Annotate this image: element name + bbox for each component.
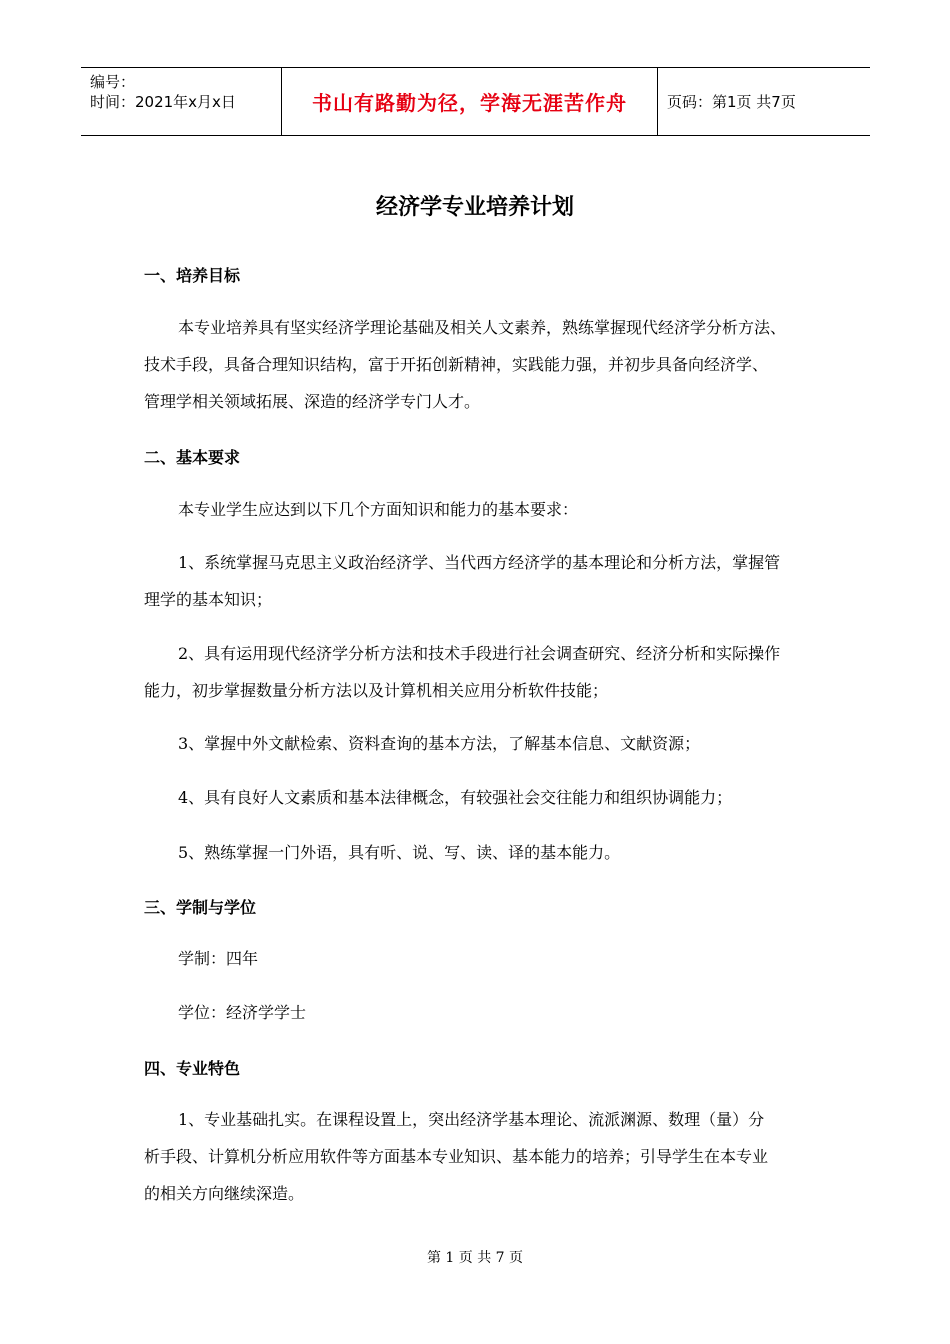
paragraph-degree: [144, 994, 812, 1031]
paragraph-line: 析手段、计算机分析应用软件等方面基本专业知识、基本能力的培养；引导学生在本专业: [144, 1147, 769, 1166]
paragraph-line: 理学的基本知识；: [144, 590, 273, 609]
paragraph-line: 技术手段，具备合理知识结构，富于开拓创新精神，实践能力强，并初步具备向经济学、: [144, 355, 769, 374]
requirement-item-2: [144, 635, 812, 709]
section-heading-requirements: 二、基本要求: [144, 448, 241, 467]
requirement-item-3: [144, 725, 812, 762]
paragraph-line: 本专业培养具有坚实经济学理论基础及相关人文素养，熟练掌握现代经济学分析方法、: [178, 318, 787, 337]
paragraph-line: 1、专业基础扎实。在课程设置上，突出经济学基本理论、流派渊源、数理（量）分: [178, 1110, 765, 1129]
header-table: [81, 67, 870, 136]
paragraph-line: 的相关方向继续深造。: [144, 1184, 305, 1203]
paragraph-goals: [144, 309, 812, 420]
paragraph-requirements-intro: [144, 491, 812, 528]
paragraph-line: 2、具有运用现代经济学分析方法和技术手段进行社会调查研究、经济分析和实际操作: [178, 644, 781, 663]
section-heading-features: 四、专业特色: [144, 1059, 241, 1078]
header-page-info: 页码：第1页 共7页: [667, 93, 796, 111]
requirement-item-4: [144, 779, 812, 816]
paragraph-line: 管理学相关领域拓展、深造的经济学专门人才。: [144, 392, 481, 411]
page-footer: 第 1 页 共 7 页: [426, 1250, 524, 1266]
header-meta-cell: [81, 68, 282, 135]
paragraph-line: 能力，初步掌握数量分析方法以及计算机相关应用分析软件技能；: [144, 681, 609, 700]
requirement-item-5: [144, 834, 812, 871]
requirement-item-1: [144, 544, 812, 618]
paragraph-line: 学位：经济学学士: [178, 1003, 307, 1022]
paragraph-line: 4、具有良好人文素质和基本法律概念，有较强社会交往能力和组织协调能力；: [178, 788, 733, 807]
document-number-label: 编号：: [90, 73, 136, 91]
paragraph-line: 5、熟练掌握一门外语，具有听、说、写、读、译的基本能力。: [178, 843, 621, 862]
document-time-label: 时间：2021年x月x日: [90, 93, 236, 111]
header-motto: 书山有路勤为径，学海无涯苦作舟: [282, 68, 658, 135]
paragraph-line: 学制：四年: [178, 949, 259, 968]
paragraph-line: 本专业学生应达到以下几个方面知识和能力的基本要求：: [178, 500, 579, 519]
section-heading-duration-degree: 三、学制与学位: [144, 898, 257, 917]
document-title: 经济学专业培养计划: [375, 194, 574, 220]
paragraph-line: 3、掌握中外文献检索、资料查询的基本方法，了解基本信息、文献资源；: [178, 734, 701, 753]
paragraph-duration: [144, 940, 812, 977]
paragraph-line: 1、系统掌握马克思主义政治经济学、当代西方经济学的基本理论和分析方法，掌握管: [178, 553, 781, 572]
section-heading-goals: 一、培养目标: [144, 266, 241, 285]
feature-item-1: [144, 1101, 812, 1212]
